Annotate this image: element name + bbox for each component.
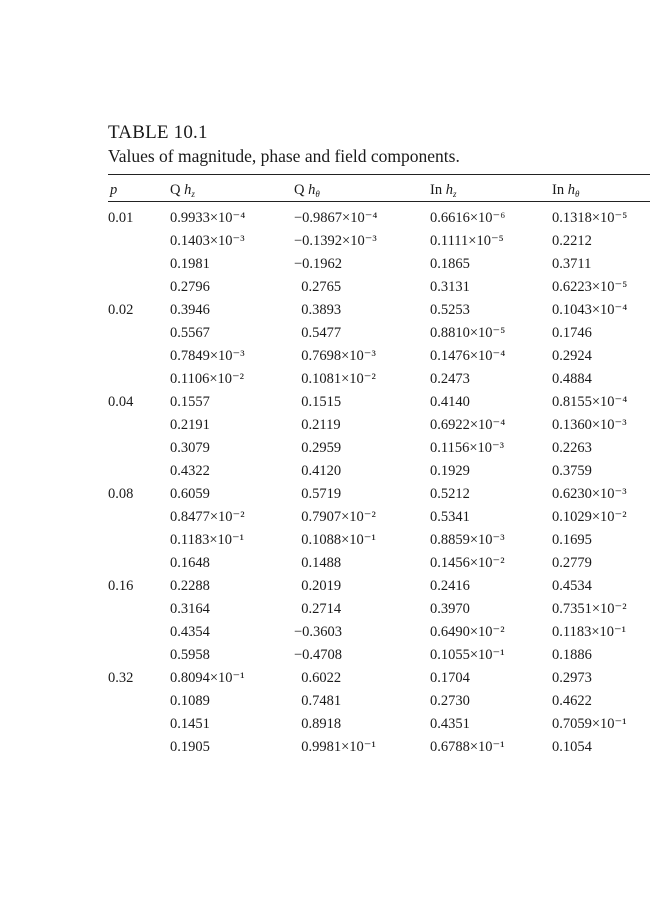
cell-real-htheta: −0.1962 xyxy=(294,256,343,272)
cell-real-htheta: −0.4708 xyxy=(294,647,343,663)
table-row xyxy=(108,600,650,623)
table-row xyxy=(108,370,650,393)
header-p: p xyxy=(110,182,118,198)
cell-p: 0.01 xyxy=(108,210,134,226)
cell-real-htheta: 0.7698×10⁻³ xyxy=(294,348,376,364)
cell-imag-htheta: 0.1183×10⁻¹ xyxy=(552,624,627,640)
cell-real-hz: 0.2191 xyxy=(170,417,210,433)
table-row xyxy=(108,577,650,600)
cell-real-hz: 0.5958 xyxy=(170,647,210,663)
cell-real-htheta: 0.5477 xyxy=(294,325,342,341)
cell-p: 0.04 xyxy=(108,394,134,410)
cell-imag-hz: 0.1929 xyxy=(430,463,470,479)
cell-imag-hz: 0.5253 xyxy=(430,302,470,318)
cell-real-htheta: 0.9981×10⁻¹ xyxy=(294,739,376,755)
table-row xyxy=(108,462,650,485)
cell-imag-hz: 0.1055×10⁻¹ xyxy=(430,647,505,663)
cell-real-htheta: −0.9867×10⁻⁴ xyxy=(294,210,378,226)
cell-real-htheta: 0.1088×10⁻¹ xyxy=(294,532,376,548)
cell-imag-hz: 0.6788×10⁻¹ xyxy=(430,739,505,755)
cell-imag-htheta: 0.2973 xyxy=(552,670,592,686)
cell-imag-htheta: 0.1695 xyxy=(552,532,592,548)
cell-imag-htheta: 0.6223×10⁻⁵ xyxy=(552,279,628,295)
cell-imag-hz: 0.1704 xyxy=(430,670,470,686)
cell-imag-hz: 0.1476×10⁻⁴ xyxy=(430,348,506,364)
cell-imag-hz: 0.4351 xyxy=(430,716,470,732)
cell-imag-htheta: 0.1043×10⁻⁴ xyxy=(552,302,628,318)
table-row xyxy=(108,209,650,232)
cell-imag-hz: 0.1156×10⁻³ xyxy=(430,440,505,456)
cell-real-hz: 0.3079 xyxy=(170,440,210,456)
cell-real-htheta: 0.1515 xyxy=(294,394,342,410)
table-row xyxy=(108,508,650,531)
cell-imag-htheta: 0.1029×10⁻² xyxy=(552,509,627,525)
header-rule xyxy=(108,201,650,202)
cell-imag-hz: 0.3970 xyxy=(430,601,470,617)
cell-imag-htheta: 0.1360×10⁻³ xyxy=(552,417,627,433)
cell-real-htheta: 0.7481 xyxy=(294,693,342,709)
table-body xyxy=(108,209,650,761)
top-rule xyxy=(108,174,650,175)
cell-imag-hz: 0.1456×10⁻² xyxy=(430,555,505,571)
table-row xyxy=(108,439,650,462)
header-imag-hz: In $h_z$ xyxy=(430,182,457,199)
cell-p: 0.08 xyxy=(108,486,134,502)
cell-imag-htheta: 0.1886 xyxy=(552,647,592,663)
cell-real-hz: 0.1905 xyxy=(170,739,210,755)
cell-real-hz: 0.1183×10⁻¹ xyxy=(170,532,245,548)
cell-imag-hz: 0.6616×10⁻⁶ xyxy=(430,210,506,226)
table-row xyxy=(108,416,650,439)
cell-imag-hz: 0.4140 xyxy=(430,394,470,410)
cell-real-hz: 0.2288 xyxy=(170,578,210,594)
cell-imag-htheta: 0.8155×10⁻⁴ xyxy=(552,394,628,410)
cell-real-hz: 0.1089 xyxy=(170,693,210,709)
cell-imag-hz: 0.5212 xyxy=(430,486,470,502)
cell-p: 0.32 xyxy=(108,670,134,686)
cell-real-htheta: 0.2765 xyxy=(294,279,342,295)
cell-real-htheta: 0.1488 xyxy=(294,555,342,571)
table-page xyxy=(108,122,650,755)
cell-imag-htheta: 0.2779 xyxy=(552,555,592,571)
table-row xyxy=(108,623,650,646)
cell-real-hz: 0.5567 xyxy=(170,325,210,341)
cell-imag-hz: 0.1865 xyxy=(430,256,470,272)
cell-imag-hz: 0.3131 xyxy=(430,279,470,295)
cell-real-htheta: 0.2959 xyxy=(294,440,342,456)
table-row xyxy=(108,347,650,370)
cell-real-htheta: 0.5719 xyxy=(294,486,342,502)
cell-imag-hz: 0.2473 xyxy=(430,371,470,387)
cell-imag-htheta: 0.2924 xyxy=(552,348,592,364)
cell-imag-hz: 0.5341 xyxy=(430,509,470,525)
cell-imag-hz: 0.2416 xyxy=(430,578,470,594)
cell-real-htheta: 0.1081×10⁻² xyxy=(294,371,376,387)
cell-imag-htheta: 0.1746 xyxy=(552,325,592,341)
cell-real-htheta: 0.8918 xyxy=(294,716,342,732)
cell-imag-hz: 0.8810×10⁻⁵ xyxy=(430,325,506,341)
cell-real-htheta: 0.3893 xyxy=(294,302,342,318)
cell-real-hz: 0.6059 xyxy=(170,486,210,502)
cell-imag-hz: 0.1111×10⁻⁵ xyxy=(430,233,504,249)
cell-real-htheta: −0.1392×10⁻³ xyxy=(294,233,377,249)
header-real-hz: Q $h_z$ xyxy=(170,182,195,199)
cell-imag-htheta: 0.6230×10⁻³ xyxy=(552,486,627,502)
cell-real-hz: 0.9933×10⁻⁴ xyxy=(170,210,246,226)
cell-imag-htheta: 0.3759 xyxy=(552,463,592,479)
table-row xyxy=(108,324,650,347)
cell-real-htheta: 0.4120 xyxy=(294,463,342,479)
cell-imag-hz: 0.6922×10⁻⁴ xyxy=(430,417,506,433)
cell-real-hz: 0.1106×10⁻² xyxy=(170,371,245,387)
table-row xyxy=(108,646,650,669)
table-row xyxy=(108,738,650,761)
table-row xyxy=(108,554,650,577)
cell-imag-htheta: 0.7351×10⁻² xyxy=(552,601,627,617)
cell-real-htheta: 0.2714 xyxy=(294,601,342,617)
cell-real-hz: 0.1403×10⁻³ xyxy=(170,233,245,249)
cell-real-htheta: 0.6022 xyxy=(294,670,342,686)
cell-real-hz: 0.8477×10⁻² xyxy=(170,509,245,525)
cell-p: 0.16 xyxy=(108,578,134,594)
cell-real-hz: 0.4354 xyxy=(170,624,210,640)
cell-imag-htheta: 0.2212 xyxy=(552,233,592,249)
cell-real-hz: 0.1557 xyxy=(170,394,210,410)
cell-real-htheta: 0.2119 xyxy=(294,417,341,433)
cell-real-hz: 0.4322 xyxy=(170,463,210,479)
cell-imag-htheta: 0.2263 xyxy=(552,440,592,456)
table-row xyxy=(108,393,650,416)
table-row xyxy=(108,278,650,301)
cell-real-hz: 0.2796 xyxy=(170,279,210,295)
table-row xyxy=(108,715,650,738)
header-real-htheta: Q $h_\theta$ xyxy=(294,182,320,199)
cell-imag-hz: 0.8859×10⁻³ xyxy=(430,532,505,548)
table-row xyxy=(108,255,650,278)
table-caption: Values of magnitude, phase and field components. xyxy=(108,146,460,166)
cell-imag-htheta: 0.1054 xyxy=(552,739,592,755)
cell-real-htheta: −0.3603 xyxy=(294,624,343,640)
table-title: TABLE 10.1 xyxy=(108,122,208,143)
table-row xyxy=(108,301,650,324)
cell-imag-htheta: 0.4534 xyxy=(552,578,592,594)
cell-imag-htheta: 0.7059×10⁻¹ xyxy=(552,716,627,732)
cell-imag-htheta: 0.4884 xyxy=(552,371,592,387)
cell-real-htheta: 0.2019 xyxy=(294,578,342,594)
cell-imag-htheta: 0.1318×10⁻⁵ xyxy=(552,210,628,226)
cell-real-htheta: 0.7907×10⁻² xyxy=(294,509,376,525)
cell-real-hz: 0.1648 xyxy=(170,555,210,571)
table-row xyxy=(108,485,650,508)
table-row xyxy=(108,669,650,692)
cell-real-hz: 0.7849×10⁻³ xyxy=(170,348,245,364)
table-row xyxy=(108,232,650,255)
cell-real-hz: 0.8094×10⁻¹ xyxy=(170,670,245,686)
table-row xyxy=(108,531,650,554)
header-imag-htheta: In $h_\theta$ xyxy=(552,182,580,199)
cell-p: 0.02 xyxy=(108,302,134,318)
cell-imag-hz: 0.6490×10⁻² xyxy=(430,624,505,640)
cell-imag-hz: 0.2730 xyxy=(430,693,470,709)
cell-real-hz: 0.3946 xyxy=(170,302,210,318)
cell-real-hz: 0.1981 xyxy=(170,256,210,272)
cell-imag-htheta: 0.3711 xyxy=(552,256,592,272)
table-row xyxy=(108,692,650,715)
cell-real-hz: 0.1451 xyxy=(170,716,210,732)
cell-imag-htheta: 0.4622 xyxy=(552,693,592,709)
cell-real-hz: 0.3164 xyxy=(170,601,210,617)
